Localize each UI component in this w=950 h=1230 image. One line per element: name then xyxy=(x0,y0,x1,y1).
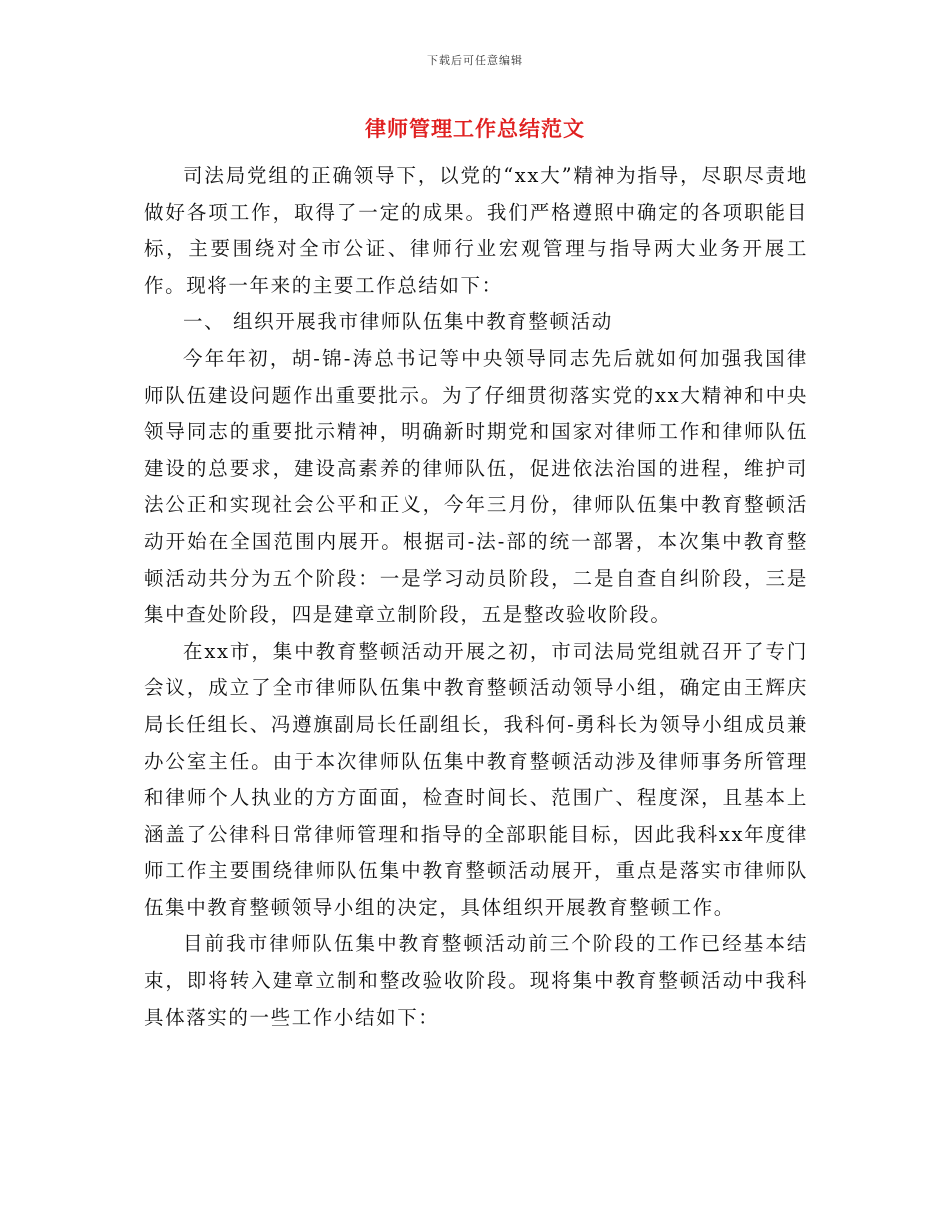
paragraph-background: 今年年初，胡-锦-涛总书记等中央领导同志先后就如何加强我国律师队伍建设问题作出重要批示。为了仔细贯彻落实党的xx大精神和中央领导同志的重要批示精神，明确新时期党和国家对律师工作和律师队伍建设的总要求，建设高素养的律师队伍，促进依法治国的进程，维护司法公正和实现社会公平和正义，今年三月份，律师队伍集中教育整顿活动开始在全国范围内展开。根据司-法-部的统一部署，本次集中教育整顿活动共分为五个阶段：一是学习动员阶段，二是自查自纠阶段，三是集中查处阶段，四是建章立制阶段，五是整改验收阶段。 xyxy=(144,346,808,627)
paragraph-progress-summary: 目前我市律师队伍集中教育整顿活动前三个阶段的工作已经基本结束，即将转入建章立制和整改验收阶段。现将集中教育整顿活动中我科具体落实的一些工作小结如下： xyxy=(144,932,808,1029)
page-header-note: 下载后可任意编辑 xyxy=(427,54,523,67)
section-heading-1: 一、 组织开展我市律师队伍集中教育整顿活动 xyxy=(183,310,613,334)
document-title: 律师管理工作总结范文 xyxy=(365,116,585,141)
paragraph-intro: 司法局党组的正确领导下，以党的“xx大”精神为指导，尽职尽责地做好各项工作，取得了一定的成果。我们严格遵照中确定的各项职能目标，主要围绕对全市公证、律师行业宏观管理与指导两大业务开展工作。现将一年来的主要工作总结如下： xyxy=(144,164,808,297)
paragraph-local-organization: 在xx市，集中教育整顿活动开展之初，市司法局党组就召开了专门会议，成立了全市律师队伍集中教育整顿活动领导小组，确定由王辉庆局长任组长、冯遵旗副局长任副组长，我科何-勇科长为领导小组成员兼办公室主任。由于本次律师队伍集中教育整顿活动涉及律师事务所管理和律师个人执业的方方面面，检查时间长、范围广、程度深，且基本上涵盖了公律科日常律师管理和指导的全部职能目标，因此我科xx年度律师工作主要围绕律师队伍集中教育整顿活动展开，重点是落实市律师队伍集中教育整顿领导小组的决定，具体组织开展教育整顿工作。 xyxy=(144,639,808,919)
document-body xyxy=(144,158,808,1036)
